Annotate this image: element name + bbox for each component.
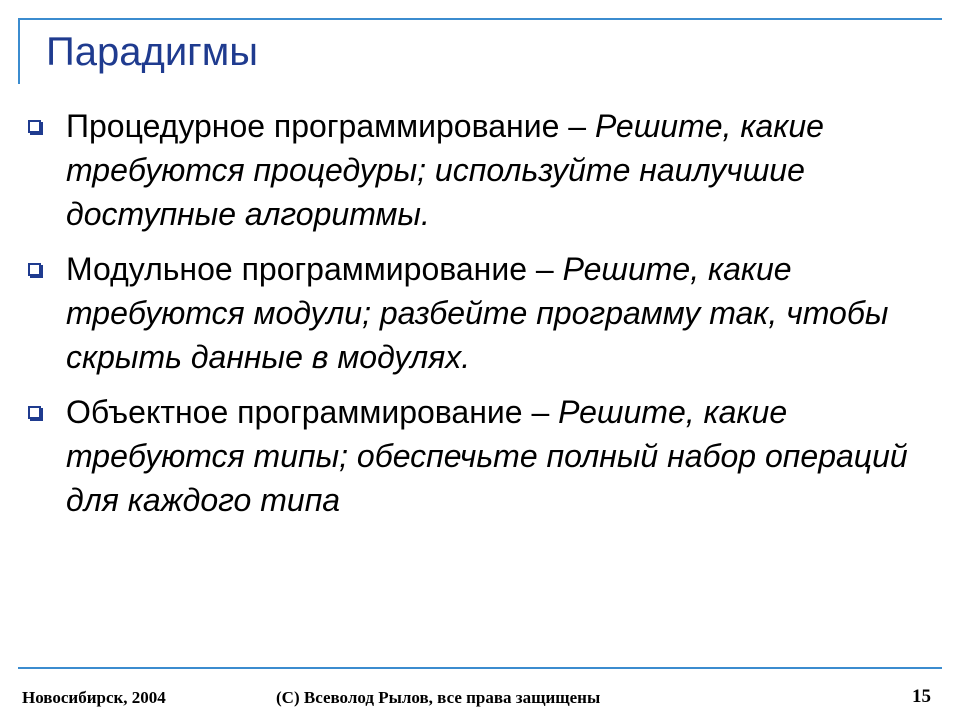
footer-rule: [18, 667, 942, 669]
footer-copyright: (С) Всеволод Рылов, все права защищены: [276, 688, 601, 707]
bullet-rest: Решите, какие требуются типы; обеспечьте полный набор операций для каждого типа: [66, 394, 908, 518]
footer-location-year: Новосибирск, 2004: [22, 688, 166, 707]
bullet-text: [66, 247, 926, 379]
bullet-text: [66, 104, 926, 236]
slide-page-number: 15: [912, 686, 931, 707]
square-bullet-icon: [28, 406, 41, 419]
title-frame-top-rule: [18, 18, 942, 20]
slide-title: Парадигмы: [46, 30, 259, 74]
bullet-lead: Модульное программирование –: [66, 251, 563, 287]
square-bullet-icon: [28, 120, 41, 133]
title-frame-left-rule: [18, 18, 20, 84]
bullet-text: [66, 390, 926, 522]
bullet-lead: Процедурное программирование –: [66, 108, 595, 144]
bullet-rest: Решите, какие требуются процедуры; используйте наилучшие доступные алгоритмы.: [66, 108, 824, 232]
square-bullet-icon: [28, 263, 41, 276]
bullet-rest: Решите, какие требуются модули; разбейте программу так, чтобы скрыть данные в модулях.: [66, 251, 889, 375]
bullet-lead: Объектное программирование –: [66, 394, 559, 430]
